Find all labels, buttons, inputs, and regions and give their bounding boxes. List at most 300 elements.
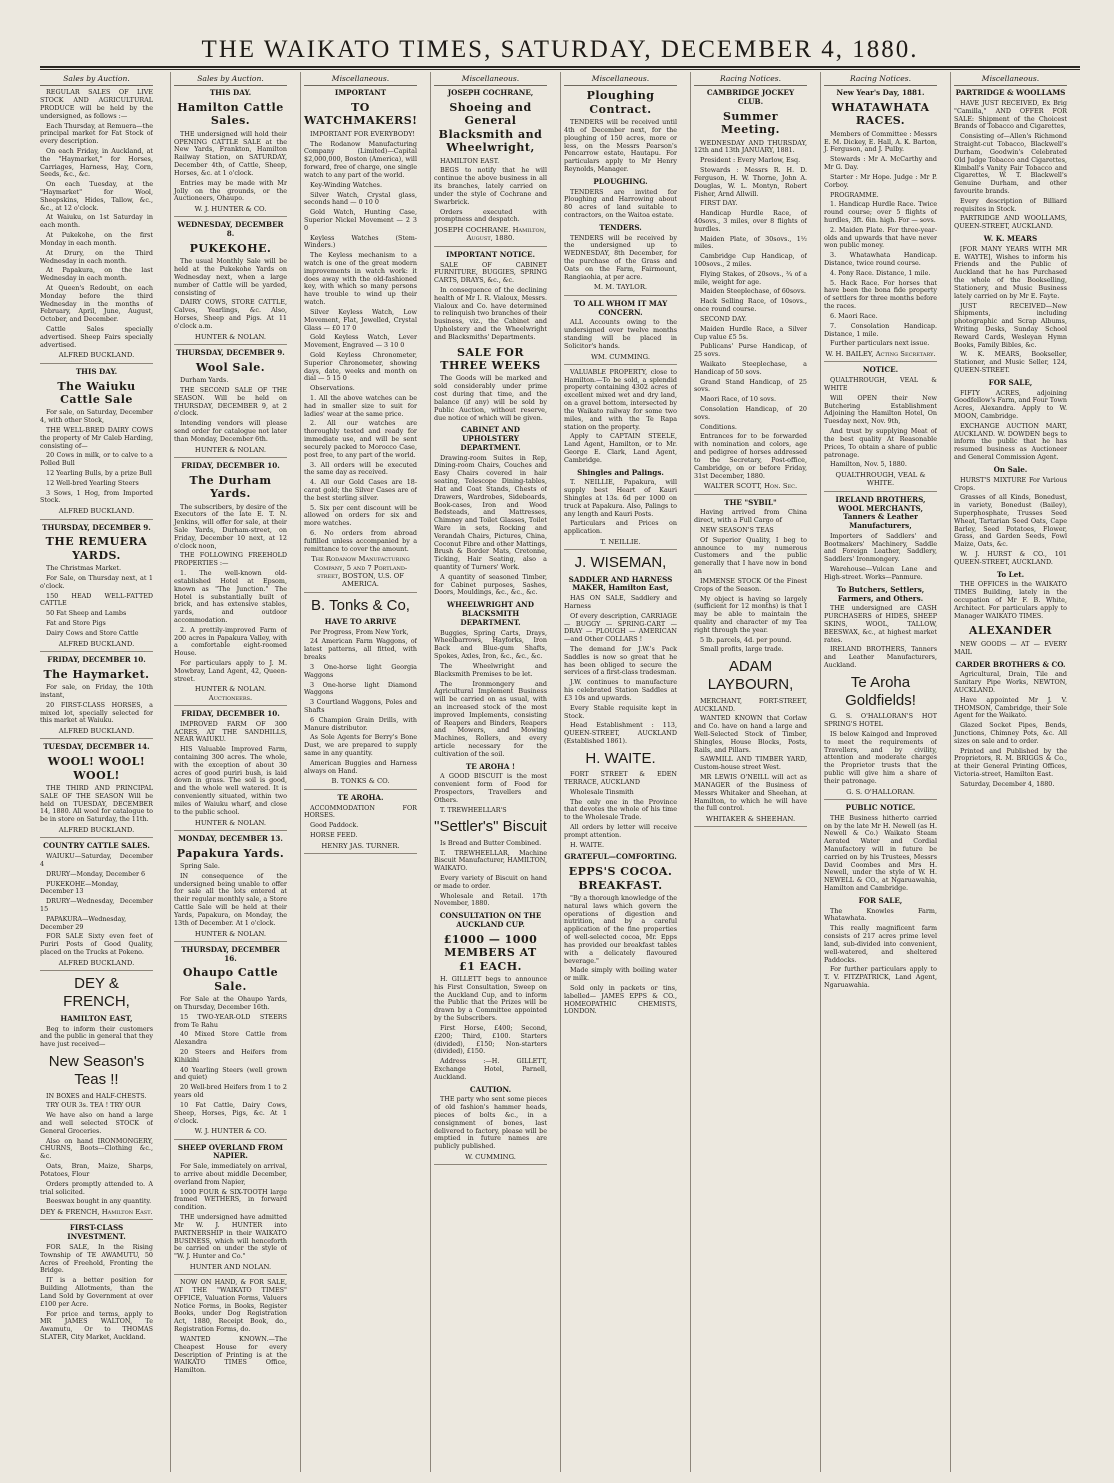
ad-text: 7. Consolation Handicap. Distance, 1 mile. [824, 321, 937, 338]
ad-heading: SALE FOR THREE WEEKS [440, 345, 541, 373]
ad-signature: ALFRED BUCKLAND. [40, 959, 153, 971]
ad-signature: ALFRED BUCKLAND. [40, 826, 153, 838]
ad-title: To Let. [996, 569, 1025, 579]
ad-title: THURSDAY, DECEMBER 9. [176, 348, 285, 357]
ad-text: At Drury, on the Third Wednesday in each month. [40, 248, 153, 265]
ad-signature: ALFRED BUCKLAND. [40, 640, 153, 652]
ad-text: DRURY—Wednesday, December 15 [40, 897, 153, 914]
column-head: Miscellaneous. [434, 74, 547, 86]
advertisement [824, 89, 937, 362]
ad-text: ACCOMMODATION FOR HORSES. [304, 803, 417, 820]
ad-text: 40 Yearling Steers (well grown and quiet) [174, 1065, 287, 1082]
ad-signature: HUNTER & NOLAN. [174, 446, 287, 458]
column-1 [40, 72, 153, 1472]
ad-heading: Papakura Yards. [176, 846, 285, 860]
advertisement [564, 554, 677, 745]
ad-heading: Hamilton Cattle Sales. [177, 101, 284, 128]
ad-text: FOR SALE Sixty even feet of Puriri Posts of Good Quality, placed on the Trucks at Pokeno. [40, 932, 153, 957]
ad-text: Maiden Steeplechase, of 60sovs. [700, 287, 806, 296]
ad-title: JOSEPH COCHRANE, [447, 88, 534, 98]
advertisement [564, 750, 677, 850]
advertisement [434, 251, 547, 342]
ad-signature: W. H. BAILEY, Acting Secretary. [824, 350, 937, 362]
ad-text: 2. Maiden Plate. For three-year-olds and upwards that have never won public money. [824, 225, 937, 250]
ad-heading: Summer Meeting. [721, 109, 780, 137]
ad-text: 2. A prettily-improved Farm of 200 acres in Papakura Valley, with a comfortable eight-roomed House. [174, 625, 287, 658]
ad-text: For Sale, immediately on arrival, to arrive about middle December, overland from Napier, [174, 1162, 287, 1186]
ad-heading: Wool Sale. [195, 360, 266, 374]
ad-title: PUBLIC NOTICE. [845, 802, 916, 812]
advertisement [174, 835, 287, 942]
ad-text: IS below Kaingod and Improved to meet the requirements of Travellers, and by civility, attention and moderate charges the Proprietor trusts that the public will give him a share of their patronage. [824, 730, 937, 785]
ad-text: Grand Stand Handicap, of 25 sovs. [694, 377, 807, 394]
ad-text: All orders by letter will receive prompt attention. [564, 822, 677, 839]
ad-text: Consolation Handicap, of 20 sovs. [694, 405, 807, 421]
ad-text: 150 HEAD WELL-FATTED CATTLE [40, 591, 153, 608]
advertisement [694, 499, 807, 655]
advertisement [954, 624, 1067, 656]
ad-text: Durham Yards. [180, 376, 229, 385]
masthead-rule [40, 69, 1080, 70]
ad-text: HURST'S MIXTURE For Various Crops. [954, 475, 1067, 492]
ad-signature: QUALTHROUGH, VEAL & WHITE. [824, 471, 937, 492]
ad-text: 6 Champion Grain Drills, with Manure distributor. [304, 715, 417, 732]
ad-signature: WM. CUMMING. [564, 353, 677, 365]
ad-title: THURSDAY, DECEMBER 9. [42, 522, 151, 532]
advertisement [174, 462, 287, 706]
ad-text: Made simply with boiling water or milk. [564, 966, 677, 983]
ad-text: 50 Fat Sheep and Lambs [46, 609, 127, 618]
ad-text: Importers of Saddlers' and Bootmakers' Machinery, Saddle and Foreign Leather, Saddlery, Saddlers' Ironmongery. [824, 531, 937, 564]
ad-heading: THE REMUERA YARDS. [45, 535, 148, 562]
ad-text: Gold Keyless Watch, Lever Movement, Engraved — 3 10 0 [304, 333, 417, 350]
ad-text: At Waiuku, on 1st Saturday in each month. [40, 213, 153, 230]
ad-text: 4. Pony Race. Distance, 1 mile. [830, 268, 931, 277]
masthead: THE WAIKATO TIMES, SATURDAY, DECEMBER 4, 1880. [40, 36, 1080, 68]
ad-text: Buggies, Spring Carts, Drays, Wheelbarrows, Hayforks, Iron Back and Blue-gum Shafts, Spokes, Axles, Iron, &c., &c., &c. [434, 628, 547, 661]
ad-text: [FOR MANY YEARS WITH MR E. WAYTE], Wishes to inform his Friends and the Public of Auckland that he has Purchased the whole of the Bookselling, Stationery, and Music Business lately carried on by Mr E. Fayte. [954, 244, 1067, 300]
ad-text: Wholesale Tinsmith [570, 787, 634, 796]
ad-text: Per Progress, From New York, [310, 627, 409, 636]
ad-text: 5. Six per cent discount will be allowed on orders for six and more watches. [304, 503, 417, 528]
advertisement [694, 658, 807, 827]
ad-signature: W. J. HUNTER & CO. [174, 205, 287, 217]
ad-text: Fat and Store Pigs [46, 619, 106, 627]
ad-text: TENDERS will be received until 4th of December next, for the ploughing of 150 acres, more or less, on the Messrs Pearson's Pencarrow estate, Hautapu. For particulars apply to Mr Henry Reynolds, Manager. [564, 118, 677, 173]
ad-display-heading: B. Tonks & Co, [311, 596, 410, 614]
ad-title: TE AROHA ! [465, 761, 516, 771]
ad-text: Is Bread and Butter Combined. [440, 838, 542, 847]
ad-text: Silver Keyless Watch, Low Movement, Flat, Jewelled, Crystal Glass — £0 17 0 [304, 307, 417, 332]
ad-text: REGULAR SALES OF LIVE STOCK AND AGRICULTURAL PRODUCE will be held by the undersigned, as follows :— [40, 88, 153, 120]
advertisement [174, 946, 287, 1140]
advertisement [434, 1086, 547, 1166]
advertisement [174, 1279, 287, 1375]
ad-text: The Christmas Market. [46, 564, 121, 573]
ad-text: Maiden Hurdle Race, a Silver Cup value £5 5s. [694, 324, 807, 341]
ad-title: THE "SYBIL" [724, 497, 777, 507]
ad-text: For sale, on Friday, the 10th instant, [40, 683, 153, 699]
ad-text: Conditions. [700, 422, 737, 431]
ad-display-heading: ADAM LAYBOURN, [707, 658, 794, 694]
column-3 [300, 72, 417, 1472]
ad-text: Printed and Published by the Proprietors, R. M. BRIGGS & Co., at their General Printing Offices, Victoria-street, Hamilton East. [954, 746, 1067, 779]
ad-text: Gold Watch, Hunting Case, Superior Nickel Movement — 2 3 0 [304, 208, 417, 232]
ad-text: The demand for J.W.'s Pack Saddles is now so great that he has been obliged to secure the services of a first-class tradesman. [564, 645, 677, 677]
advertisement [694, 89, 807, 494]
ad-text: IRELAND BROTHERS, Tanners and Leather Manufacturers, Auckland. [824, 645, 937, 669]
ad-text: 1. Handicap Hurdle Race. Twice round course; over 5 flights of hurdles, 3ft. 6in. high. For — sovs. [824, 200, 937, 224]
ad-text: Will OPEN their New Butchering Establishment Adjoining the Hamilton Hotel, On Tuesday next, Nov. 9th, [824, 393, 937, 426]
ad-text: HIS Valuable Improved Farm, containing 300 acres. The whole, with the exception of about 30 acres of good puriri bush, is laid down in grass. The soil is good, and the whole well watered. It is conveniently situated, within two miles of Waiuku wharf, and close to the public school. [174, 745, 287, 816]
ad-text: 3. All orders will be executed the same day as received. [304, 460, 417, 477]
column-6 [690, 72, 807, 1472]
advertisement [824, 586, 937, 670]
ad-text: SAWMILL AND TIMBER YARD, Custom-house street West. [694, 755, 807, 772]
ad-text: FIRST DAY. [700, 199, 738, 208]
ad-text: QUALTHROUGH, VEAL & WHITE [824, 376, 937, 393]
ad-text: Have appointed Mr J. V. THOMSON, Cambridge, their Sole Agent for the Waikato. [954, 695, 1067, 720]
ad-text: Apply to CAPTAIN STEELE, Land Agent, Hamilton, or to Mr. George E. Clark, Land Agent, Cambridge. [564, 432, 677, 464]
ad-title: FRIDAY, DECEMBER 10. [181, 460, 280, 470]
advertisement [954, 379, 1067, 462]
advertisement [564, 224, 677, 296]
ad-text: IMPORTANT FOR EVERYBODY! [310, 129, 415, 138]
ad-text: Each Thursday, at Remuera—the principal market for Fat Stock of every description. [40, 121, 153, 146]
ad-display-heading: J. WISEMAN, [574, 554, 667, 572]
ad-text: J.W. continues to manufacture his celebrated Station Saddles at £3 10s and upwards. [564, 678, 677, 702]
ad-text: IMPROVED FARM OF 300 ACRES, AT THE SANDHILLS, NEAR WAIUKU. [174, 719, 287, 744]
ad-display-heading: H. WAITE. [585, 749, 656, 767]
ad-text: This really magnificent farm consists of 217 acres prime level land, sub-divided into convenient, well-watered, and sheltered Paddocks. [824, 924, 937, 964]
ad-text: At Pukekohe, on the first Monday in each month. [40, 231, 153, 247]
ad-text: A GOOD BISCUIT is the most convenient form of Food for Prospectors, Travellers and Others. [434, 772, 547, 804]
ad-text: The Rodanow Manufacturing Company (Limited)—Capital $2,000,000, Boston (America), will forward, free of charge, one single watch to any part of the world. [304, 139, 417, 179]
advertisement [564, 853, 677, 1016]
ad-title: TUESDAY, DECEMBER 14. [43, 742, 150, 752]
ad-text: Every Stable requisite kept in Stock. [564, 703, 677, 720]
ad-signature: DEY & FRENCH, Hamilton East. [40, 1208, 153, 1220]
ad-text: Handicap Hurdle Race, of 40sovs., 3 miles, over 8 flights of hurdles. [694, 209, 807, 233]
ad-title: To Butchers, Settlers, Farmers, and Others. [836, 584, 925, 603]
ad-title: COUNTRY CATTLE SALES. [43, 841, 150, 851]
ad-signature: M. M. TAYLOR. [564, 283, 677, 295]
ad-heading: The Haymarket. [43, 667, 150, 681]
ad-text: Orders promptly attended to. A trial solicited. [40, 1179, 153, 1196]
ad-text: 5 lb. parcels, 4d. per pound. [700, 635, 792, 644]
ad-text: MR LEWIS O'NEILL will act as MANAGER of the Business of Messrs Whitaker and Sheehan, at Hamilton, to which he will have the full control. [694, 773, 807, 813]
ad-signature: JOSEPH COCHRANE. Hamilton, August, 1880. [434, 226, 547, 247]
advertisement [40, 842, 153, 971]
ad-text: Agricultural, Drain, Tile and Sanitary Pipe Works, NEWTON, AUCKLAND. [954, 670, 1067, 694]
ad-text: The usual Monthly Sale will be held at the Pukekohe Yards on Wednesday next, when a large number of Cattle will be yarded, consisting of [174, 257, 287, 297]
ad-text: For Sale, on Thursday next, at 1 o'clock. [40, 573, 153, 590]
ad-text: SALE OF CABINET FURNITURE, BUGGIES, SPRING CARTS, DRAYS, &c., &c. [434, 260, 547, 285]
ad-text: T. TREWHEELLAR'S [440, 805, 507, 814]
advertisement [40, 656, 153, 740]
ad-title: CONSULTATION ON THE AUCKLAND CUP. [439, 911, 542, 930]
advertisement [174, 89, 287, 217]
column-head: Racing Notices. [694, 74, 807, 86]
ad-text: WAIUKU—Saturday, December 4 [40, 852, 153, 868]
advertisement [954, 571, 1067, 621]
column-head: Miscellaneous. [564, 74, 677, 86]
ad-signature: ALFRED BUCKLAND. [40, 351, 153, 363]
column-head: Miscellaneous. [304, 74, 417, 86]
ad-text: Saturday, December 4, 1880. [960, 779, 1055, 788]
ad-text: Entries may be made with Mr Jolly on the grounds, or the Auctioneers, Ohaupo. [174, 178, 287, 203]
ad-text: SECOND DAY. [700, 314, 747, 323]
ad-text: We have also on hand a large and well selected STOCK of General Groceries. [40, 1111, 153, 1135]
ad-text: 6. No orders from abroad fulfilled unless accompanied by a remittance to cover the amount. [304, 529, 417, 553]
ad-text: T. TREWHEELLAR, Machine Biscuit Manufacturer, HAMILTON, WAIKATO. [434, 848, 547, 873]
ad-text: The Knowles Farm, Whatawhata. [824, 906, 937, 923]
advertisement [824, 804, 937, 893]
ad-text: 3 One-horse light Georgia Waggons [304, 662, 417, 679]
advertisement [954, 661, 1067, 789]
ad-text: H. GILLETT begs to announce his First Consultation, Sweep on the Auckland Cup, and to inform the Public that the Prizes will be drawn by a Committee appointed by the Subscribers. [434, 975, 547, 1023]
ad-text: Glazed Socket Pipes, Bends, Junctions, Chimney Pots, &c. All sizes on sale and to order. [954, 721, 1067, 745]
advertisement [40, 975, 153, 1049]
ad-text: IN BOXES and HALF-CHESTS. [46, 1091, 147, 1100]
ad-text: 40 Mixed Store Cattle from Alexandra [174, 1030, 287, 1047]
advertisement [564, 89, 677, 174]
ad-title: HAMILTON EAST, [60, 1013, 133, 1023]
ad-text: THE FOLLOWING FREEHOLD PROPERTIES :— [174, 551, 287, 568]
advertisement [564, 469, 677, 551]
column-4 [430, 72, 547, 1472]
ad-text: 12 Well-bred Yearling Steers [46, 478, 139, 487]
ad-title: THURSDAY, DECEMBER 16. [181, 944, 280, 963]
column-7 [820, 72, 937, 1472]
ad-title: NOTICE. [862, 365, 899, 375]
ad-text: Publicans' Purse Handicap, of 25 sovs. [694, 342, 807, 359]
ad-title: New Year's Day, 1881. [836, 88, 925, 98]
ad-signature: W. J. HUNTER & CO. [174, 1127, 287, 1139]
ad-text: FORT STREET & EDEN TERRACE, AUCKLAND [564, 770, 677, 786]
ad-text: Waikato Steeplechase, a Handicap of 50 sovs. [694, 359, 807, 376]
ad-text: On each Tuesday, at the "Haymarket" for Wool, Sheepskins, Hides, Tallow, &c., &c., at 12 o'clock. [40, 180, 153, 212]
ad-text: THE WELL-BRED DAIRY COWS the property of Mr Caleb Harding, consisting of— [40, 425, 153, 450]
ad-text: Particulars and Prices on application. [564, 519, 677, 536]
ad-text: 3 One-horse light Diamond Waggons [304, 680, 417, 697]
advertisement [40, 89, 153, 363]
ad-text: For price and terms, apply to MR JAMES WALTON, Te Awamutu, Or to THOMAS SLATER, City Market, Auckland. [40, 1309, 153, 1341]
ad-heading: £1000 — 1000 MEMBERS AT £1 EACH. [443, 932, 538, 973]
ad-text: Maori Race, of 10 sovs. [700, 395, 776, 404]
ad-heading: Ohaupo Cattle Sale. [182, 966, 279, 993]
ad-text: FIFTY ACRES, adjoining Goodfellow's Farm, and Four Town Acres, Alexandra. Apply to W. MOON, Cambridge. [954, 388, 1067, 421]
ad-text: Good Paddock. [310, 821, 359, 830]
ad-title: SADDLER AND HARNESS MAKER, Hamilton East, [568, 574, 673, 593]
ad-text: Hack Selling Race, of 10sovs., once round course. [694, 297, 807, 314]
ad-text: Beeswax bought in any quantity. [46, 1197, 152, 1206]
ad-text: DAIRY COWS, STORE CATTLE, Calves, Yearlings, &c. Also, Horses, Sheep and Pigs. At 11 o'clock a.m. [174, 298, 287, 330]
ad-text: 1. All the above watches can be had in smaller size to suit for ladies' wear at the same price. [304, 394, 417, 418]
ad-title: GRATEFUL—COMFORTING. [564, 852, 677, 862]
ad-text: Grasses of all Kinds, Bonedust, in variety, Bonedust (Bailey), Superphosphate, Trusses Seed Wheat, Tartarian Seed Oats, Cape Barley, Seed Potatoes, Flower, Grass, and Garden Seeds, Fowl Maize, Oats, &c. [954, 493, 1067, 549]
ad-text: 20 Steers and Heifers from Kihikihi [174, 1048, 287, 1064]
ad-heading: EPPS'S COCOA. BREAKFAST. [568, 865, 673, 892]
ad-text: Key-Winding Watches. [310, 180, 382, 189]
ad-text: H. WAITE. [570, 840, 604, 849]
ad-text: PUKEKOHE—Monday, December 13 [40, 879, 119, 896]
ad-signature: WHITAKER & SHEEHAN. [694, 815, 807, 827]
ad-text: The Goods will be marked and sold considerably under prime cost during that time, and the balance (if any) will be sold by Public Auction, without reserve, due notice of which will be given. [434, 374, 547, 422]
ad-text: Hamilton, Nov. 5, 1880. [830, 460, 907, 469]
ad-text: DRURY—Monday, December 6 [46, 869, 146, 878]
advertisement [824, 897, 937, 990]
ad-text: At Queen's Redoubt, on each Monday before the third Wednesday in the months of February, April, June, August, October, and December. [40, 283, 153, 324]
advertisement [824, 496, 937, 582]
ad-text: Wholesale and Retail. 17th November, 1880. [434, 891, 547, 908]
ad-text: The Ironmongery and Agricultural Implement Business will be carried on as usual, with an increased stock of the most improved Implements, consisting of Reapers and Binders, Reapers and Mowers, and Mowing Machines, Rollers, and every article necessary for the cultivation of the soil. [434, 679, 547, 758]
ad-text: Cattle Sales specially advertised. Sheep Fairs specially advertised. [40, 325, 153, 349]
ad-title: CABINET AND UPHOLSTERY DEPARTMENT. [460, 425, 521, 452]
advertisement [40, 368, 153, 520]
ad-text: 15 TWO-YEAR-OLD STEERS from Te Rahu [174, 1012, 287, 1029]
ad-heading: WHATAWHATA RACES. [831, 101, 930, 128]
advertisement [434, 426, 547, 597]
ad-text: 3 Sows, 1 Hog, from Imported Stock. [40, 488, 153, 505]
ad-heading: The Durham Yards. [189, 473, 272, 501]
ad-text: "By a thorough knowledge of the natural laws which govern the operations of digestion and nutrition, and by a careful application of the fine properties of well-selected cocoa, Mr. Epps has provided our breakfast tables with a delicately flavoured beverage." [564, 894, 677, 965]
advertisement [434, 912, 547, 1081]
ad-text: Oats, Bran, Maize, Sharps, Potatoes, Flour [40, 1162, 153, 1178]
ad-text: TRY OUR 3s. TEA ! TRY OUR [46, 1101, 141, 1110]
ad-heading: TO WATCHMAKERS! [304, 101, 417, 128]
ad-title: W. K. MEARS [983, 234, 1038, 244]
advertisement [40, 743, 153, 838]
ad-text: 12 Yearling Bulls, by a prize Bull [46, 469, 152, 477]
ad-signature: HUNTER & NOLAN. [174, 333, 287, 345]
ad-text: THE undersigned are CASH PURCHASERS of HIDES, SHEEP SKINS, WOOL, TALLOW, BEESWAX, &c., at highest market rates. [824, 604, 937, 644]
ad-heading: Shoeing and General Blacksmith and Wheelwright, [438, 101, 543, 155]
ad-text: W. J. HURST & CO., 101 QUEEN-STREET, AUCKLAND. [954, 550, 1067, 566]
ad-text: And trust by supplying Meat of the best quality At Reasonable Prices, To obtain a share of public patronage. [824, 427, 937, 459]
ad-text: A quantity of seasoned Timber, for Cabinet purposes, Sashes, Doors, Mouldings, &c., &c., &c. [434, 572, 547, 597]
advertisement [954, 235, 1067, 375]
ad-signature: WALTER SCOTT, Hon. Sec. [694, 482, 807, 494]
ad-text: First Horse, £400; Second, £200; Third, £100. Starters (divided), £150; Non-starters (divided), £150. [434, 1023, 547, 1056]
ad-signature: T. NEILLIE. [564, 538, 677, 550]
ad-text: FOR SALE, In the Rising Township of TE AWAMUTU, 50 Acres of Freehold, Fronting the Bridge. [40, 1243, 153, 1275]
advertisement [174, 349, 287, 458]
ad-signature: HENRY JAS. TURNER. [304, 842, 417, 854]
ad-text: NOW ON HAND, & FOR SALE, AT THE "WAIKATO TIMES" OFFICE, Valuation Forms, Valuers Notice Forms, in Books, Register Books, under Dog Registration Act, 1880, Receipt Book, do., Registration Forms, do. [174, 1278, 287, 1334]
ad-text: On each Friday, in Auckland, at the "Haymarket," for Horses, Carriages, Harness, Hay, Corn, Seeds, &c., &c. [40, 146, 153, 179]
ad-text: Observations. [310, 384, 355, 393]
ad-title: FOR SALE, [988, 377, 1033, 387]
ad-title: THIS DAY. [75, 366, 118, 376]
advertisement [40, 1053, 153, 1220]
ad-text: 10 Fat Cattle, Dairy Cows, Sheep, Horses, Pigs, &c. At 1 o'clock. [174, 1100, 287, 1125]
ad-text: For particulars apply to J. M. Mowbray, Land Agent, 42, Queen-street. [174, 659, 287, 683]
ad-text: THE undersigned will hold their OPENING CATTLE SALE at the New Yards, Frankton, Hamilton Railway Station, on SATURDAY, December 4th, of Cattle, Sheep, Horses, &c. at 1 o'clock. [174, 129, 287, 177]
column-2 [170, 72, 287, 1472]
advertisement [434, 89, 547, 246]
ad-title: PARTRIDGE & WOOLLAMS [955, 88, 1066, 98]
ad-text: 3. Whatawhata Handicap. Distance, twice round course. [824, 251, 937, 268]
ad-title: TENDERS. [599, 222, 642, 232]
ad-text: Warehouse—Vulcan Lane and High-street. Works—Panmure. [824, 565, 937, 581]
ad-text: HAVE JUST RECEIVED, Ex Brig "Camilla," AND OFFER FOR SALE: Shipment of the Choicest Brands of Tobacco and Cigarettes, [954, 99, 1067, 131]
ad-text: Beg to inform their customers and the public in general that they have just received— [40, 1024, 153, 1049]
advertisement [564, 300, 677, 365]
ad-text: Small profits, large trade. [700, 645, 784, 654]
ad-title: MONDAY, DECEMBER 13. [178, 833, 283, 843]
ad-title: IMPORTANT [334, 88, 387, 98]
ad-text: American Buggies and Harness always on Hand. [304, 758, 417, 775]
ad-text: VALUABLE PROPERTY, close to Hamilton.—To be sold, a splendid property containing 4302 acres of excellent mixed wet and dry land, on a gravel bottom, intersected by the Waikato railway for some two miles, and with the Te Rapa station on the property. [564, 367, 677, 431]
ad-text: THE Business hitherto carried on by the late Mr H. Newell (as H. Newell & Co.) Waikato Steam Aerated Water and Cordial Manufactory will in future be carried on by his Trustees, Messrs David Coombes and Mrs H. Newell, under the style of W. H. NEWELL & CO., at Ngaruawahia, Hamilton and Cambridge. [824, 813, 937, 893]
ad-text: WANTED KNOWN that Corlaw and Co. have on hand a large and Well-Selected Stock of Timber, Shingles, House Blocks, Posts, Rails, and Pillars. [694, 714, 807, 754]
ad-display-heading: "Settler's" Biscuit [434, 818, 547, 836]
ad-text: For further particulars apply to T. V. FITZPATRICK, Land Agent, Ngaruawahia. [824, 965, 937, 989]
ad-text: THE THIRD AND PRINCIPAL SALE OF THE SEASON Will be held on TUESDAY, DECEMBER 14, 1880. All wool for catalogue to be in store on Saturday, the 11th. [40, 784, 153, 824]
ad-text: The only one in the Province that devotes the whole of his time to the Wholesale Trade. [564, 797, 677, 822]
ad-heading: Ploughing Contract. [586, 89, 655, 116]
ad-text: IMMENSE STOCK Of the Finest Crops of the Season. [694, 576, 807, 593]
ad-text: President : Every Marlow, Esq. [700, 156, 801, 165]
ad-title: FRIDAY, DECEMBER 10. [181, 709, 280, 718]
ad-text: Having arrived from China direct, with a Full Cargo of [694, 508, 807, 525]
ad-heading: PUKEKOHE. [189, 242, 272, 255]
advertisement [304, 597, 417, 790]
ad-text: MERCHANT, FORT-STREET, AUCKLAND. [694, 696, 807, 713]
advertisement [434, 763, 547, 815]
ad-text: BEGS to notify that he will continue the above business in all its branches, lately carried on under the style of Cochrane and Swarbrick. [434, 166, 547, 206]
ad-heading: The Waiuku Cattle Sale [57, 379, 136, 406]
ad-title: On Sale. [993, 464, 1028, 474]
ad-text: EXCHANGE AUCTION MART, AUCKLAND. W. DOWDEN begs to inform the public that he has resumed business as Auctioneer and General Commission Agent. [954, 421, 1067, 462]
ad-heading: ALEXANDER [969, 624, 1052, 638]
ad-text: Members of Committee : Messrs E. M. Dickey, E. Hall, A. K. Barton, J. Ferguson, and J. Pulby. [824, 129, 937, 154]
ad-text: Stewards : Mr A. McCarthy and Mr G. Day. [824, 155, 937, 172]
ad-title: IMPORTANT NOTICE. [445, 249, 536, 259]
advertisement [954, 466, 1067, 567]
column-head: Sales by Auction. [40, 74, 153, 86]
column-8 [950, 72, 1067, 1472]
ad-text: Address :—H. GILLETT, Exchange Hotel, Parnell, Auckland. [434, 1057, 547, 1081]
ad-text: Flying Stakes, of 20sovs., ¾ of a mile, weight for age. [694, 269, 807, 286]
advertisement [40, 1224, 153, 1341]
ad-text: 20 FIRST-CLASS HORSES, a mixed lot, specially selected for this market at Waiuku. [40, 700, 153, 725]
ad-text: Orders executed with promptness and despatch. [434, 207, 547, 224]
ad-signature: ALFRED BUCKLAND. [40, 727, 153, 739]
ad-text: Silver Watch, Crystal glass, seconds hand — 0 10 0 [304, 190, 417, 207]
ad-text: Every description of Billiard requisites in Stock. [954, 196, 1067, 213]
ad-text: PARTRIDGE AND WOOLLAMS, QUEEN-STREET, AUCKLAND. [954, 214, 1067, 231]
ad-signature: HUNTER & NOLAN. Auctioneers. [174, 685, 287, 706]
ad-text: Intending vendors will please send order for catalogue not later than Monday, December 6th. [174, 419, 287, 443]
ad-text: Maiden Plate, of 30sovs., 1½ miles. [694, 234, 807, 251]
ad-text: THE undersigned have admitted Mr W. J. HUNTER into PARTNERSHIP in their WAIKATO BUSINESS, which will henceforth be carried on under the style of "W. J. Hunter and Co." [174, 1213, 287, 1261]
ad-text: Spring Sale. [180, 862, 220, 870]
ad-title: FIRST-CLASS INVESTMENT. [67, 1223, 126, 1242]
advertisement [954, 89, 1067, 231]
ad-signature: W. CUMMING. [434, 1153, 547, 1165]
ad-signature: HUNTER AND NOLAN. [174, 1263, 287, 1275]
ad-text: ALL Accounts owing to the undersigned over twelve months standing will be placed in Solicitor's hands. [564, 318, 677, 350]
ad-title: TE AROHA. [337, 792, 384, 802]
ad-title: WEDNESDAY, DECEMBER 8. [177, 220, 284, 239]
ad-title: TO ALL WHOM IT MAY CONCERN. [573, 298, 668, 317]
ad-text: 20 Cows in milk, or to calve to a Polled Bull [40, 451, 153, 468]
ad-title: PLOUGHING. [593, 176, 648, 186]
ad-text: Head Establishment : 113, QUEEN-STREET, AUCKLAND (Established 1861). [564, 721, 677, 745]
ad-text: WANTED KNOWN.—The Cheapest House for every Description of Printing is at the WAIKATO TIMES Office, Hamilton. [174, 1334, 287, 1375]
